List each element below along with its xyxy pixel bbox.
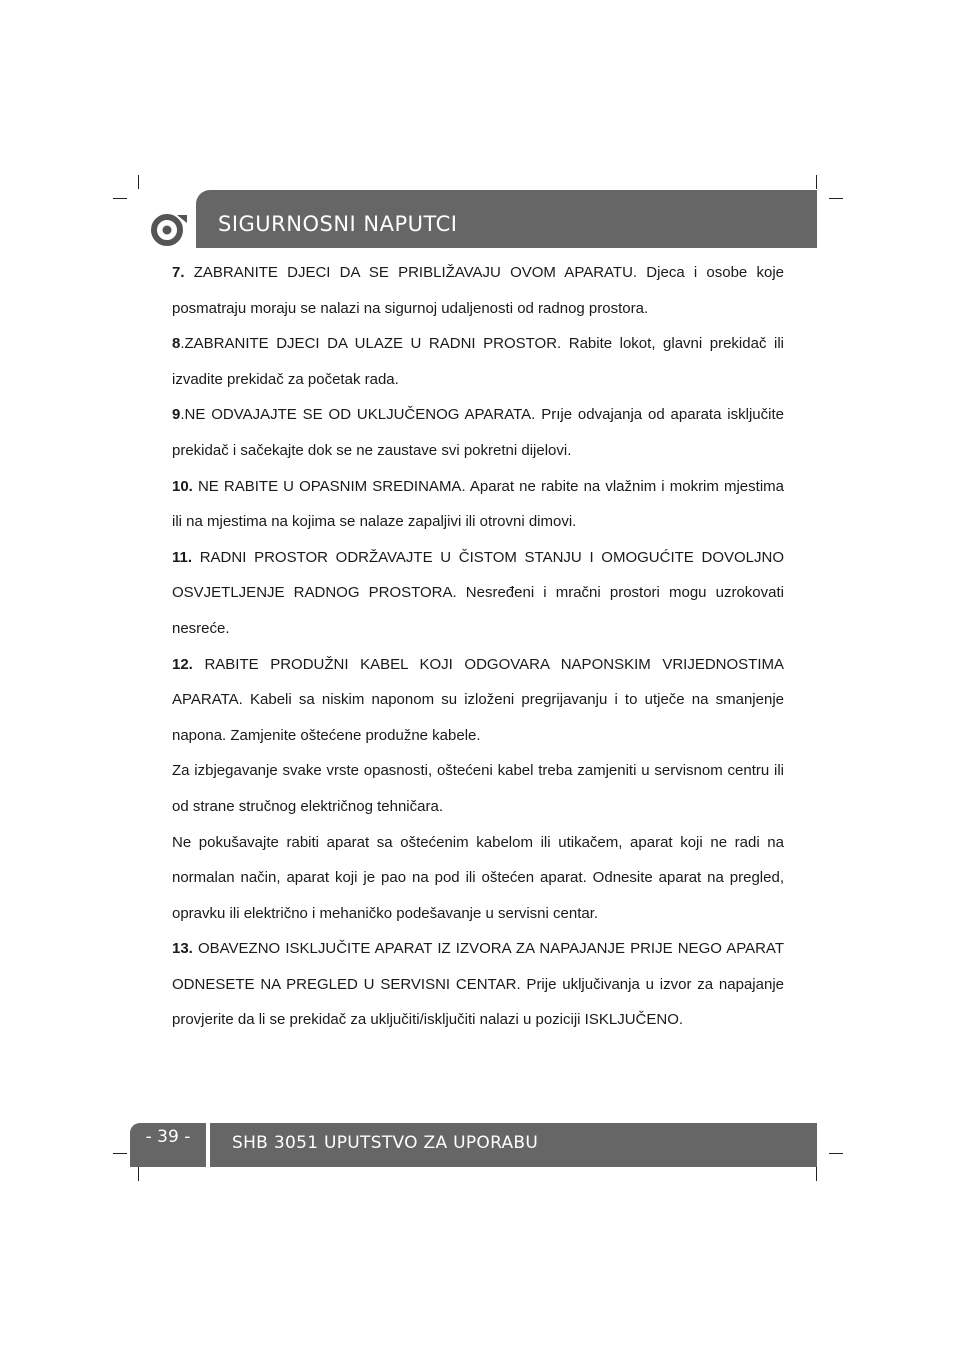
brand-logo-icon bbox=[149, 212, 189, 248]
paragraph-text: .ZABRANITE DJECI DA ULAZE U RADNI PROSTOR. Rabite lokot, glavni prekidač ili izvadite prekidač za početak rada. bbox=[172, 335, 784, 388]
crop-mark bbox=[138, 175, 139, 189]
item-number: 11. bbox=[172, 548, 193, 566]
paragraph bbox=[172, 326, 784, 397]
paragraph bbox=[172, 647, 784, 754]
paragraph bbox=[172, 753, 784, 824]
item-number: 7. bbox=[172, 264, 185, 281]
item-number: 9 bbox=[172, 406, 181, 424]
paragraph-text: RADNI PROSTOR ODRŽAVAJTE U ČISTOM STANJU I OMOGUĆITE DOVOLJNO OSVJETLJENJE RADNOG PROSTORA. Nesređeni i mračni prostori mogu uzrokovati nesreće. bbox=[172, 548, 784, 637]
paragraph-text: Ne pokušavajte rabiti aparat sa oštećenim kabelom ili utikačem, aparat koji ne radi na normalan način, aparat koji je pao na pod ili oštećen aparat. Odnesite aparat na pregled, opravku ili električno i mehaničko podešavanje u servisni centar. bbox=[172, 833, 784, 922]
item-number: 12. bbox=[172, 655, 193, 673]
paragraph-text: NE RABITE U OPASNIM SREDINAMA. Aparat ne rabite na vlažnim i mokrim mjestima ili na mjestima na kojima se nalaze zapaljivi ili otrovni dimovi. bbox=[172, 477, 784, 531]
footer-bar bbox=[210, 1123, 817, 1167]
paragraph bbox=[172, 469, 784, 540]
paragraph bbox=[172, 931, 784, 1038]
paragraph-text: OBAVEZNO ISKLJUČITE APARAT IZ IZVORA ZA NAPAJANJE PRIJE NEGO APARAT ODNESETE NA PREGLED U SERVISNI CENTAR. Prije uključivanja u izvor za napajanje provjerite da li se prekidač za uključiti/isključiti nalazi u poziciji ISKLJUČENO. bbox=[172, 940, 784, 1029]
crop-mark bbox=[829, 1153, 843, 1154]
paragraph bbox=[172, 255, 784, 326]
paragraph-text: ZABRANITE DJECI DA SE PRIBLIŽAVAJU OVOM APARATU. Djeca i osobe koje posmatraju moraju se nalazi na sigurnoj udaljenosti od radnog prostora. bbox=[172, 264, 784, 317]
footer-title: SHB 3051 UPUTSTVO ZA UPORABU bbox=[232, 1133, 539, 1153]
paragraph bbox=[172, 397, 784, 468]
crop-mark bbox=[829, 198, 843, 199]
paragraph-text: Za izbjegavanje svake vrste opasnosti, oštećeni kabel treba zamjeniti u servisnom centru ili od strane stručnog električnog tehničara. bbox=[172, 762, 784, 815]
crop-mark bbox=[816, 175, 817, 189]
crop-mark bbox=[113, 1153, 127, 1154]
crop-mark bbox=[113, 198, 127, 199]
crop-mark bbox=[138, 1167, 139, 1181]
paragraph bbox=[172, 540, 784, 647]
section-title: SIGURNOSNI NAPUTCI bbox=[218, 212, 458, 236]
safety-instructions bbox=[172, 255, 784, 1038]
paragraph-text: .NE ODVAJAJTE SE OD UKLJUČENOG APARATA. Prıje odvajanja od aparata isključite prekidač i sačekajte dok se ne zaustave svi pokretni dijelovi. bbox=[172, 406, 784, 459]
item-number: 10. bbox=[172, 477, 193, 495]
item-number: 8 bbox=[172, 335, 181, 353]
paragraph bbox=[172, 825, 784, 932]
paragraph-text: RABITE PRODUŽNI KABEL KOJI ODGOVARA NAPONSKIM VRIJEDNOSTIMA APARATA. Kabeli sa niskim naponom su izloženi pregrijavanju i to utječe na smanjenje napona. Zamjenite oštećene produžne kabele. bbox=[172, 655, 784, 744]
item-number: 13. bbox=[172, 940, 193, 958]
crop-mark bbox=[816, 1167, 817, 1181]
page-number: - 39 - bbox=[145, 1127, 191, 1147]
section-header bbox=[196, 190, 817, 248]
page-number-box bbox=[130, 1123, 206, 1167]
